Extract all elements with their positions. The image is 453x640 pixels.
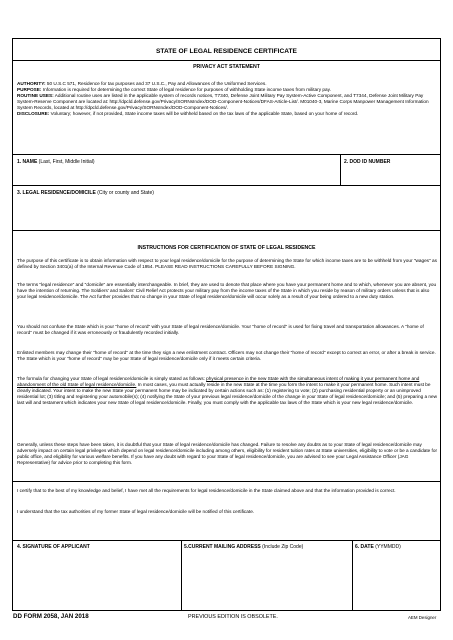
instruction-paragraph: The terms "legal residence" and "domicile" are essentially interchangeable. In brief, they are used to denote that place where you have your permanent home and to which, whenever you are absent, you have the intention of returning. The Soldiers' and Sailors' Civil Relief Act protects your military pay from the income taxes of the State in which you reside by reason of military orders unless that is also your legal residence/domicile. The Act further provides that no change in your State of legal residence/domicile will occur solely as a result of your being ordered to a new duty station. <box>17 282 437 299</box>
divider <box>352 540 353 611</box>
aem-designer-tag: AEM Designer <box>408 615 437 620</box>
routine-uses-line: ROUTINE USES: Additional routine uses are listed in the applicable system of records notices, T7340, Defense Joint Military Pay System-Active Component, and T7344, Defense Joint Military Pay System-Reserve Component are located at: http://dpcld.defense.gov/Privacy/SORNsIndex/DOD-Component-Notices/DFAS-Article-List/. M01040-3, Marine Corps Manpower Management Information System Records, located at http://dpcld.defense.gov/Privacy/SORNsIndex/DOD-Component-Notices/. <box>17 92 429 110</box>
residence-label: 3. LEGAL RESIDENCE/DOMICILE (City or county and State) <box>17 190 154 196</box>
form-title: STATE OF LEGAL RESIDENCE CERTIFICATE <box>156 48 297 55</box>
dod-id-label: 2. DOD ID NUMBER <box>344 159 391 165</box>
divider <box>340 154 341 185</box>
authority-line: AUTHORITY: 50 U.S.C 571, Residence for tax purposes and 37 U.S.C., Pay and Allowances of the Uniformed Services. <box>17 81 267 86</box>
instruction-paragraph: The formula for changing your State of legal residence/domicile is simply stated as follows: physical presence in the new State with the simultaneous intent of making it your permanent home and abandonment of the old State of legal residence/domicile. In most cases, you must actually reside in the new State at the time you form the intent to make it your permanent home. Such intent must be clearly indicated. Your intent to make the new State your permanent home may be indicated by certain actions such as: (1) registering to vote; (2) purchasing residential property or an unimproved residential lot; (3) titling and registering your automobile(s); (4) notifying the State of your previous legal residence/domicile of the change in your State of legal residence/domicile; and (5) preparing a new last will and testament which indicates your new State of legal residence/domicile. Finally, you must comply with the applicable tax laws of the State which is your new legal residence/domicile. <box>17 376 438 405</box>
certification-statement: I certify that to the best of my knowledge and belief, I have met all the requirements for legal residence/domicile in the State claimed above and that the information provided is correct. <box>17 488 396 493</box>
divider <box>13 154 440 155</box>
privacy-statement <box>17 81 438 116</box>
residence-field[interactable] <box>15 198 439 227</box>
signature-field[interactable] <box>15 553 179 609</box>
mailing-address-label: 5.CURRENT MAILING ADDRESS (Include Zip Code) <box>184 544 304 550</box>
instruction-paragraph: Enlisted members may change their "home of record" at the time they sign a new enlistment contract. Officers may not change their "home of record" except to correct an error, or after a break in service. The State which is your "home of record" may be your State of legal residence/domicile only if it meets certain criteria. <box>17 350 436 361</box>
instruction-paragraph: Generally, unless these steps have been taken, it is doubtful that your State of legal residence/domicile has changed. Failure to resolve any doubts as to your State of legal residence/domicile may adversely impact on certain legal privileges which depend on legal residence/domicile including among others, eligibility for resident tuition rates at State universities, eligibility to vote or be a candidate for public office, and eligibility for various welfare benefits. If you have any doubt with regard to your State of legal residence/domicile, you are advised to see your Legal Assistance Officer (JAG Representative) for advice prior to completing this form. <box>17 442 438 465</box>
obsolete-notice: PREVIOUS EDITION IS OBSOLETE. <box>188 614 278 620</box>
signature-label: 4. SIGNATURE OF APPLICANT <box>17 544 90 550</box>
purpose-line: PURPOSE: Information is required for determining the correct State of legal residence for purposes of withholding State income taxes from military pay. <box>17 86 331 92</box>
form-container <box>12 38 441 611</box>
instruction-paragraph: The purpose of this certificate is to obtain information with respect to your legal residence/domicile for the purpose of determining the State for which income taxes are to be withheld from your "wages" as defined by Section 3401(a) of the Internal Revenue Code of 1954. PLEASE READ INSTRUCTIONS CAREFULLY BEFORE SIGNING. <box>17 258 437 269</box>
mailing-address-field[interactable] <box>184 553 350 609</box>
divider <box>181 540 182 611</box>
divider <box>13 230 440 231</box>
divider <box>13 185 440 186</box>
form-number: DD FORM 2058, JAN 2018 <box>13 613 89 620</box>
instruction-paragraph: You should not confuse the State which is your "home of record" with your State of legal residence/domicile. Your "home of record" is used for fixing travel and transportation allowances. A "home of record" must be changed if it was erroneously or fraudulently recorded initially. <box>17 324 424 335</box>
privacy-heading: PRIVACY ACT STATEMENT <box>193 64 260 70</box>
divider <box>13 60 440 61</box>
name-label: 1. NAME (Last, First, Middle Initial) <box>17 159 95 165</box>
date-field[interactable] <box>355 553 439 609</box>
dod-id-field[interactable] <box>343 167 439 183</box>
divider <box>13 481 440 482</box>
date-label: 6. DATE (YYMMDD) <box>355 544 401 550</box>
notification-statement: I understand that the tax authorities of my former State of legal residence/domicile will be notified of this certificate. <box>17 509 255 514</box>
name-field[interactable] <box>15 167 338 183</box>
divider <box>13 540 440 541</box>
formula-underlined: physical presence in the new State with the simultaneous intent of making it your permanent home and abandonment of the old State of legal residence/domicile. <box>17 376 420 387</box>
instructions-heading: INSTRUCTIONS FOR CERTIFICATION OF STATE OF LEGAL RESIDENCE <box>137 245 316 251</box>
disclosure-line: DISCLOSURE: Voluntary; however, if not provided, State income taxes will be withheld based on the tax laws of the applicable State, based on your home of record. <box>17 110 359 116</box>
